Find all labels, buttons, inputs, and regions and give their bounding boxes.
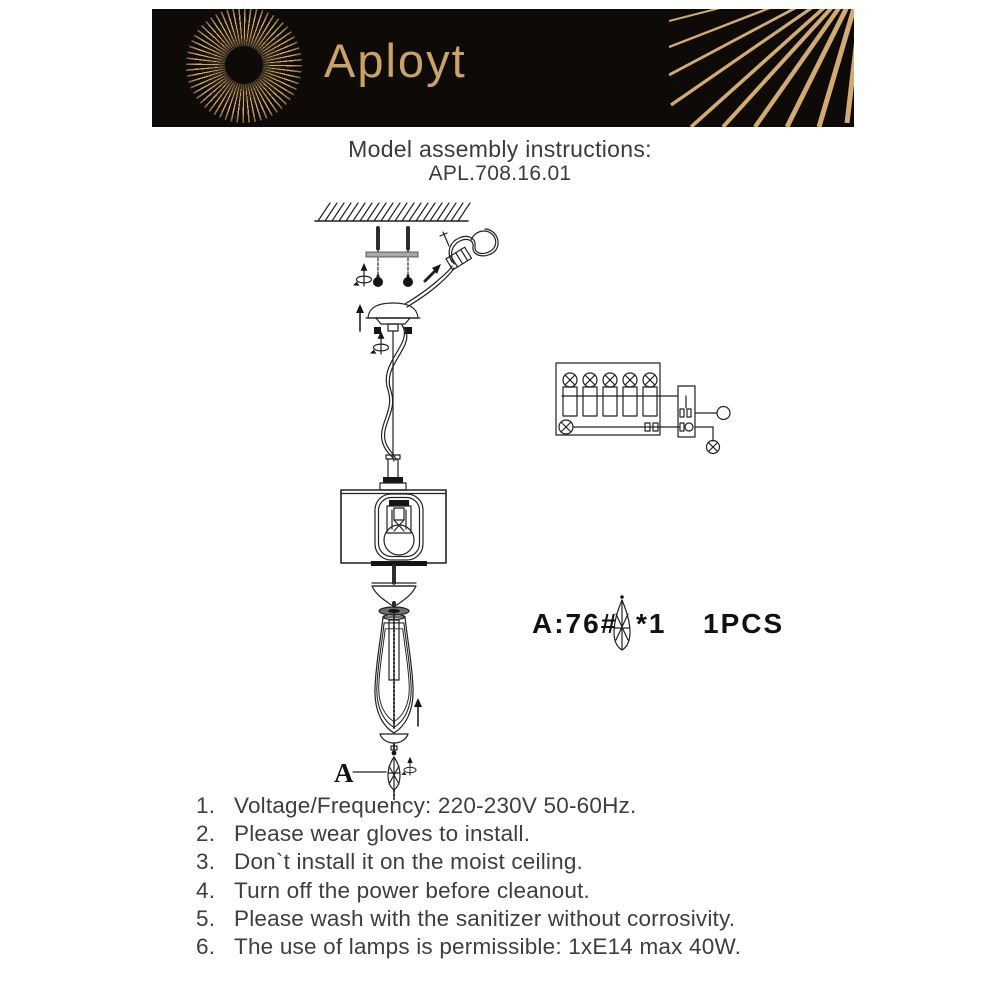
list-item xyxy=(196,820,856,848)
item-number: 3. xyxy=(196,849,216,875)
power-wire-connector xyxy=(405,229,498,307)
brand-name: Aployt xyxy=(324,34,467,87)
item-number: 2. xyxy=(196,821,216,847)
page-title: Model assembly instructions: xyxy=(348,136,652,162)
canopy xyxy=(356,303,420,334)
lamp-symbols xyxy=(559,373,657,434)
bobeche-funnel xyxy=(371,561,427,615)
item-number: 1. xyxy=(196,793,216,818)
item-text: Please wear gloves to install. xyxy=(234,821,531,847)
list-item xyxy=(196,933,856,961)
instruction-list xyxy=(196,792,856,961)
item-text: Please wash with the sanitizer without corrosivity. xyxy=(234,905,736,931)
item-text: Don`t install it on the moist ceiling. xyxy=(234,849,584,875)
light-bulb-icon xyxy=(384,525,414,555)
plug-symbol xyxy=(717,407,730,420)
parts-row xyxy=(532,595,784,650)
parts-pieces: 1PCS xyxy=(703,608,785,639)
parts-quantity: *1 xyxy=(636,608,667,639)
socket-stem xyxy=(380,455,406,490)
list-item xyxy=(196,792,856,820)
mounting-screws xyxy=(366,228,418,287)
item-text: Voltage/Frequency: 220-230V 50-60Hz. xyxy=(234,793,637,818)
model-number: APL.708.16.01 xyxy=(428,162,572,185)
suspension-cable xyxy=(382,325,407,461)
rotate-canopy-icon xyxy=(370,331,389,354)
item-number: 4. xyxy=(196,877,216,903)
list-item xyxy=(196,877,856,905)
list-item xyxy=(196,905,856,933)
parts-code: A:76# xyxy=(532,608,619,639)
item-text: The use of lamps is permissible: 1xE14 max 40W. xyxy=(234,934,742,960)
ceiling-hatch xyxy=(315,203,470,221)
teardrop-diffuser xyxy=(375,614,422,755)
rotate-crystal-icon xyxy=(401,757,416,775)
item-number: 5. xyxy=(196,905,216,931)
wiring-diagram xyxy=(556,363,730,454)
item-number: 6. xyxy=(196,934,216,960)
pointer-a-label: A xyxy=(334,758,354,788)
list-item xyxy=(196,848,856,876)
rotate-screw-icon xyxy=(353,263,372,286)
item-text: Turn off the power before cleanout. xyxy=(234,877,590,903)
